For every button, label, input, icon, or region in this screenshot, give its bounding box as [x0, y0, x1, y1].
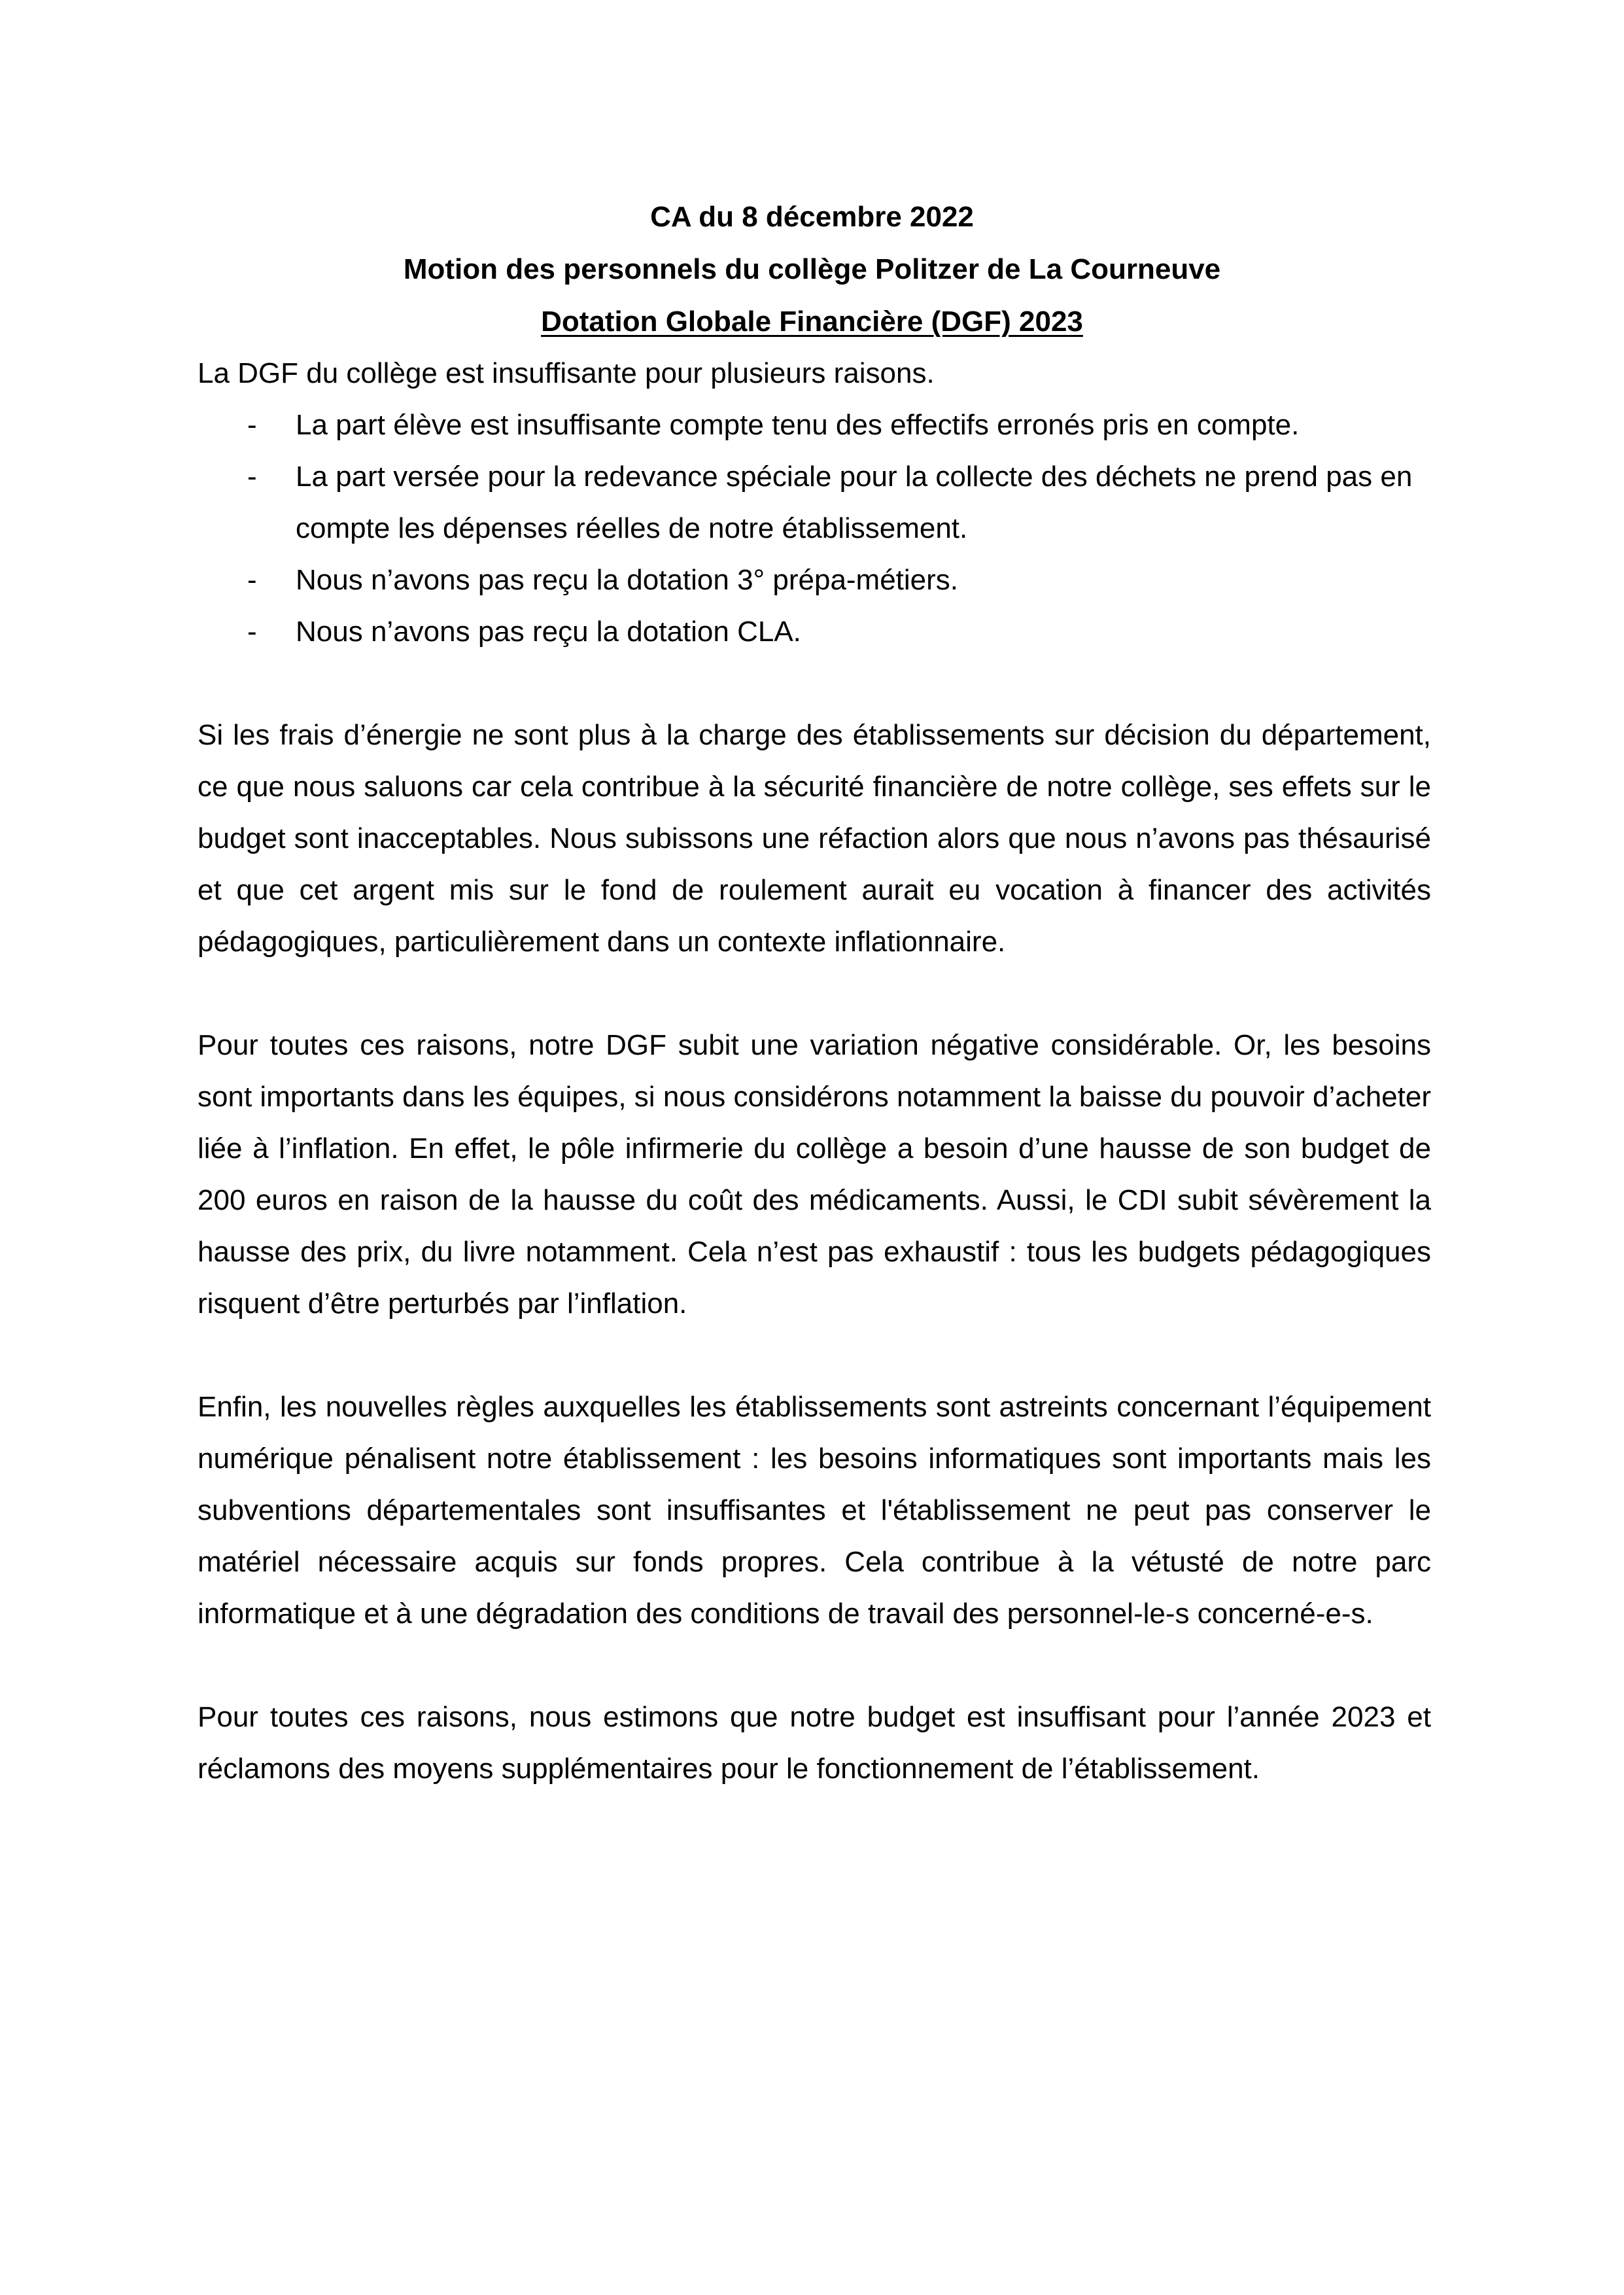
list-item — [198, 554, 1431, 606]
list-item — [198, 399, 1431, 451]
motion-title: Motion des personnels du collège Politzer de La Courneuve — [403, 253, 1221, 285]
list-item-text: La part élève est insuffisante compte tenu des effectifs erronés pris en compte. — [296, 409, 1300, 441]
list-item-text: La part versée pour la redevance spéciale pour la collecte des déchets ne prend pas en compte les dépenses réelles de notre établissement. — [296, 461, 1413, 544]
intro-text: La DGF du collège est insuffisante pour plusieurs raisons. — [198, 357, 935, 389]
reasons-list — [198, 399, 1431, 657]
document-body — [198, 347, 1431, 1795]
paragraph-energy-costs: Si les frais d’énergie ne sont plus à la charge des établissements sur décision du département, ce que nous saluons car cela contribue à la sécurité financière de notre collège, ses effets sur le budget sont inacceptables. Nous subissons une réfaction alors que nous n’avons pas thésaurisé et que cet argent mis sur le fond de roulement aurait eu vocation à financer des activités pédagogiques, particulièrement dans un contexte inflationnaire. — [198, 719, 1431, 958]
list-item-text: Nous n’avons pas reçu la dotation CLA. — [296, 616, 801, 648]
bullet-dash: - — [247, 461, 257, 493]
dgf-subtitle: Dotation Globale Financière (DGF) 2023 — [541, 306, 1083, 338]
list-item-text: Nous n’avons pas reçu la dotation 3° prépa-métiers. — [296, 564, 959, 596]
bullet-dash: - — [247, 564, 257, 596]
paragraph-conclusion: Pour toutes ces raisons, nous estimons que notre budget est insuffisant pour l’année 2023 et réclamons des moyens supplémentaires pour le fonctionnement de l’établissement. — [198, 1701, 1431, 1785]
bullet-dash: - — [247, 616, 257, 648]
paragraph-budget-needs: Pour toutes ces raisons, notre DGF subit une variation négative considérable. Or, les besoins sont importants dans les équipes, si nous considérons notamment la baisse du pouvoir d’acheter liée à l’inflation. En effet, le pôle infirmerie du collège a besoin d’une hausse de son budget de 200 euros en raison de la hausse du coût des médicaments. Aussi, le CDI subit sévèrement la hausse des prix, du livre notamment. Cela n’est pas exhaustif : tous les budgets pédagogiques risquent d’être perturbés par l’inflation. — [198, 1029, 1431, 1320]
list-item — [198, 451, 1431, 554]
paragraph-digital-equipment: Enfin, les nouvelles règles auxquelles les établissements sont astreints concernant l’équipement numérique pénalisent notre établissement : les besoins informatiques sont importants mais les subventions départementales sont insuffisantes et l'établissement ne peut pas conserver le matériel nécessaire acquis sur fonds propres. Cela contribue à la vétusté de notre parc informatique et à une dégradation des conditions de travail des personnel-le-s concerné-e-s. — [198, 1391, 1431, 1630]
list-item — [198, 606, 1431, 657]
meeting-date-title: CA du 8 décembre 2022 — [650, 201, 974, 233]
document-header — [0, 191, 1624, 348]
bullet-dash: - — [247, 409, 257, 441]
